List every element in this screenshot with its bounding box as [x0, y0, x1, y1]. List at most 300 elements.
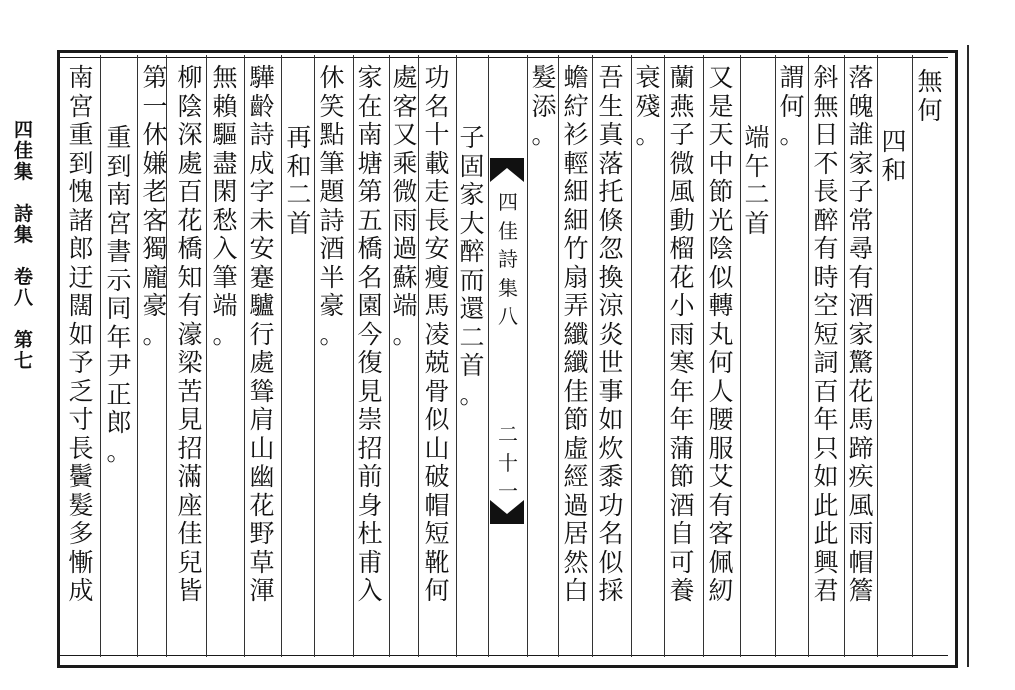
glyph: 安	[249, 234, 275, 263]
glyph: 花	[669, 262, 695, 292]
glyph: 予	[68, 348, 94, 377]
glyph: 鬢	[68, 462, 94, 491]
glyph: 前	[357, 462, 383, 491]
glyph: 集	[14, 161, 34, 183]
glyph: 首	[459, 351, 485, 380]
glyph: 虛	[563, 433, 589, 463]
glyph: 。	[142, 319, 168, 349]
glyph: 可	[669, 547, 695, 577]
glyph: 皆	[177, 576, 203, 605]
glyph: 陰	[708, 234, 734, 263]
glyph: 短	[424, 519, 450, 548]
glyph: 榴	[669, 234, 695, 263]
column-rule	[808, 55, 809, 657]
glyph: 濠	[177, 319, 203, 349]
glyph: 衫	[563, 120, 589, 149]
glyph: 處	[177, 148, 203, 178]
glyph: 醉	[459, 237, 485, 266]
glyph: 如	[813, 462, 839, 491]
glyph: 客	[708, 519, 734, 548]
glyph: 和	[286, 151, 312, 181]
glyph: 身	[357, 490, 383, 520]
glyph: 紵	[563, 91, 589, 121]
text-column	[668, 64, 696, 606]
glyph: 閑	[212, 177, 238, 206]
column-rule	[740, 55, 741, 657]
glyph: 炎	[598, 319, 624, 349]
glyph: 山	[424, 433, 450, 463]
glyph: 題	[319, 177, 345, 206]
glyph: 愁	[212, 205, 238, 235]
glyph: 功	[424, 63, 450, 92]
text-column	[211, 64, 239, 349]
poem-title	[743, 124, 771, 238]
glyph: 二	[744, 180, 770, 209]
glyph: 雨	[392, 205, 418, 235]
text-column	[812, 64, 840, 606]
glyph: 靴	[424, 547, 450, 577]
glyph: 風	[669, 177, 695, 206]
glyph: 小	[669, 291, 695, 320]
glyph: 真	[598, 120, 624, 149]
center-title	[494, 188, 522, 331]
glyph: 座	[177, 490, 203, 520]
glyph: 髮	[68, 490, 94, 520]
glyph	[20, 183, 27, 204]
glyph: 天	[708, 120, 734, 149]
glyph: 渾	[249, 576, 275, 605]
glyph: 燕	[669, 91, 695, 121]
glyph: 客	[392, 91, 418, 121]
glyph: 似	[598, 547, 624, 577]
glyph: 花	[848, 376, 874, 406]
glyph: 招	[357, 433, 383, 463]
glyph: 草	[249, 547, 275, 577]
glyph: 驢	[249, 291, 275, 320]
glyph: 帽	[848, 547, 874, 577]
column-rule	[631, 55, 632, 657]
glyph: 落	[848, 63, 874, 92]
glyph: 子	[669, 120, 695, 149]
page-edge	[949, 45, 969, 667]
glyph: 弄	[563, 291, 589, 320]
glyph: 雨	[669, 319, 695, 349]
glyph: 節	[669, 462, 695, 491]
glyph: 獨	[142, 234, 168, 263]
glyph: 安	[424, 234, 450, 263]
glyph: 到	[68, 148, 94, 178]
glyph: 豪	[142, 291, 168, 320]
glyph: 帽	[424, 490, 450, 520]
upper-fish-tail-icon	[490, 158, 524, 182]
column-rule	[100, 55, 101, 657]
column-rule	[703, 55, 704, 657]
glyph: 一	[498, 479, 518, 503]
glyph: 知	[177, 262, 203, 292]
glyph: 四	[14, 119, 34, 141]
glyph: 慚	[68, 547, 94, 577]
glyph: 字	[249, 177, 275, 206]
glyph: 端	[392, 291, 418, 320]
glyph: 同	[106, 294, 132, 323]
glyph: 炊	[598, 433, 624, 463]
glyph: 聳	[249, 376, 275, 406]
glyph: 如	[68, 319, 94, 349]
glyph: 闊	[68, 291, 94, 320]
text-column	[530, 64, 558, 150]
glyph: 疾	[848, 462, 874, 491]
glyph: 首	[744, 208, 770, 238]
glyph: 酒	[848, 291, 874, 320]
glyph: 佳	[498, 218, 518, 243]
glyph: 深	[177, 120, 203, 149]
glyph: 佳	[14, 140, 34, 162]
glyph: 長	[68, 433, 94, 463]
glyph: 自	[669, 519, 695, 548]
glyph: 杜	[357, 519, 383, 548]
glyph: 。	[531, 120, 557, 149]
glyph: 長	[424, 205, 450, 235]
text-column	[562, 64, 590, 606]
glyph: 蘇	[392, 262, 418, 292]
text-column	[847, 64, 875, 606]
glyph: 重	[106, 123, 132, 152]
glyph: 宮	[68, 91, 94, 121]
glyph: 行	[249, 319, 275, 349]
glyph: 詩	[319, 205, 345, 235]
glyph: 南	[357, 120, 383, 149]
text-column	[248, 64, 276, 606]
glyph: 詩	[249, 120, 275, 149]
glyph: 詞	[813, 348, 839, 377]
glyph: 百	[813, 376, 839, 406]
glyph: 白	[563, 576, 589, 605]
column-rule	[775, 55, 776, 657]
glyph: 。	[392, 319, 418, 349]
glyph: 魄	[848, 91, 874, 121]
glyph: 生	[598, 91, 624, 121]
glyph: 只	[813, 433, 839, 463]
glyph: 何	[424, 576, 450, 605]
glyph: 寒	[669, 348, 695, 377]
glyph: 斜	[813, 63, 839, 92]
glyph: 肩	[249, 405, 275, 434]
glyph: 第	[142, 63, 168, 92]
glyph: 酒	[669, 490, 695, 520]
glyph: 扇	[563, 262, 589, 292]
glyph: 換	[598, 262, 624, 292]
glyph: 人	[708, 376, 734, 406]
glyph: 長	[813, 177, 839, 206]
glyph: 午	[744, 151, 770, 181]
text-column	[634, 64, 662, 150]
glyph: 見	[177, 405, 203, 434]
top-rule	[60, 57, 948, 58]
glyph: 四	[881, 127, 907, 156]
column-rule	[592, 55, 593, 657]
glyph: 有	[708, 490, 734, 520]
glyph: 重	[68, 120, 94, 149]
glyph: 動	[669, 205, 695, 235]
glyph: 名	[424, 91, 450, 121]
glyph: 年	[669, 376, 695, 406]
glyph: 十	[424, 120, 450, 149]
glyph: 龐	[142, 262, 168, 292]
glyph: 成	[249, 148, 275, 178]
glyph: 端	[212, 291, 238, 320]
glyph: 。	[779, 120, 805, 149]
glyph: 中	[708, 148, 734, 178]
glyph: 何	[917, 95, 943, 125]
glyph: 興	[813, 547, 839, 577]
glyph: 不	[813, 148, 839, 178]
glyph: 竹	[563, 234, 589, 263]
column-rule	[206, 55, 207, 657]
glyph: 又	[708, 63, 734, 92]
glyph: 蹇	[249, 262, 275, 292]
glyph: 家	[848, 319, 874, 349]
glyph: 纖	[563, 348, 589, 377]
glyph: 招	[177, 433, 203, 463]
glyph: 日	[813, 120, 839, 149]
column-rule	[353, 55, 354, 657]
glyph: 賴	[212, 91, 238, 121]
glyph: 家	[459, 180, 485, 209]
glyph: 和	[881, 155, 907, 185]
glyph: 艾	[708, 462, 734, 491]
column-rule	[912, 55, 913, 657]
glyph: 何	[708, 348, 734, 377]
glyph: 書	[106, 237, 132, 266]
glyph: 復	[357, 348, 383, 377]
glyph: 處	[392, 63, 418, 92]
glyph: 豪	[319, 291, 345, 320]
poem-title	[105, 124, 133, 466]
bottom-rule	[60, 655, 948, 656]
glyph: 百	[177, 177, 203, 206]
glyph: 休	[319, 63, 345, 92]
glyph: 幽	[249, 462, 275, 491]
page-number	[494, 420, 522, 506]
glyph: 今	[357, 319, 383, 349]
glyph: 尹	[106, 351, 132, 380]
glyph: 世	[598, 348, 624, 377]
text-column	[707, 64, 735, 606]
glyph: 涼	[598, 291, 624, 320]
glyph: 採	[598, 576, 624, 605]
glyph: 簷	[848, 576, 874, 605]
glyph: 滿	[177, 462, 203, 491]
glyph: 四	[498, 190, 518, 214]
glyph: 忽	[598, 234, 624, 263]
glyph: 集	[498, 275, 518, 300]
glyph: 節	[563, 405, 589, 434]
glyph: 破	[424, 462, 450, 491]
text-column	[318, 64, 346, 349]
glyph: 筆	[212, 262, 238, 292]
poem-title	[285, 124, 313, 238]
glyph: 尋	[848, 234, 874, 263]
glyph: 驊	[249, 63, 275, 92]
text-column	[176, 64, 204, 606]
glyph: 驅	[212, 120, 238, 149]
text-column	[597, 64, 625, 606]
glyph: 馬	[424, 291, 450, 320]
glyph: 詩	[14, 203, 34, 225]
glyph: 短	[813, 319, 839, 349]
glyph: 空	[813, 291, 839, 320]
column-rule	[877, 55, 878, 657]
glyph: 諸	[68, 205, 94, 235]
glyph: 。	[635, 120, 661, 149]
glyph: 髮	[531, 63, 557, 92]
glyph: 郎	[106, 408, 132, 437]
glyph: 事	[598, 376, 624, 406]
glyph: 雨	[848, 519, 874, 548]
glyph: 多	[68, 519, 94, 548]
glyph: 集	[14, 224, 34, 246]
glyph: 迂	[68, 262, 94, 292]
poem-title	[458, 124, 486, 409]
glyph: 半	[319, 262, 345, 292]
glyph: 兢	[424, 348, 450, 377]
glyph: 橋	[357, 234, 383, 263]
poem-title	[916, 68, 944, 125]
glyph: 示	[106, 265, 132, 295]
glyph: 家	[848, 148, 874, 178]
glyph: 筆	[319, 148, 345, 178]
glyph: 何	[779, 91, 805, 121]
glyph: 輕	[563, 148, 589, 178]
glyph: 入	[357, 576, 383, 605]
glyph: 在	[357, 91, 383, 121]
sidebar-label	[14, 120, 33, 372]
glyph: 再	[286, 123, 312, 152]
glyph: 纖	[563, 319, 589, 349]
glyph: 過	[392, 234, 418, 263]
glyph: 處	[249, 348, 275, 377]
glyph: 細	[563, 205, 589, 235]
glyph: 入	[212, 234, 238, 263]
glyph: 野	[249, 519, 275, 548]
glyph: 添	[531, 91, 557, 121]
glyph: 五	[357, 205, 383, 235]
glyph: 養	[669, 576, 695, 605]
glyph: 郎	[68, 234, 94, 263]
glyph: 有	[813, 234, 839, 263]
glyph: 佳	[563, 376, 589, 406]
glyph: 謂	[779, 63, 805, 92]
column-rule	[281, 55, 282, 657]
glyph: 過	[563, 490, 589, 520]
glyph: 乏	[68, 376, 94, 406]
glyph: 宮	[106, 208, 132, 238]
glyph: 還	[459, 294, 485, 323]
column-rule	[137, 55, 138, 657]
glyph: 紉	[708, 576, 734, 605]
glyph: 骨	[424, 376, 450, 406]
glyph: 七	[14, 350, 34, 372]
column-rule	[558, 55, 559, 657]
glyph: 有	[848, 262, 874, 292]
glyph: 見	[357, 376, 383, 406]
glyph: 兒	[177, 547, 203, 577]
column-rule	[314, 55, 315, 657]
glyph: 醉	[813, 205, 839, 235]
glyph: 瘦	[424, 262, 450, 292]
glyph: 家	[357, 63, 383, 92]
text-column	[67, 64, 95, 606]
glyph: 年	[669, 405, 695, 434]
glyph: 佩	[708, 547, 734, 577]
glyph: 蒲	[669, 433, 695, 463]
glyph: 黍	[598, 462, 624, 491]
glyph: 塘	[357, 148, 383, 178]
glyph: 。	[319, 319, 345, 349]
glyph: 苦	[177, 376, 203, 406]
glyph: 盡	[212, 148, 238, 178]
glyph: 成	[68, 576, 94, 605]
glyph	[20, 246, 27, 267]
glyph: 而	[459, 265, 485, 295]
glyph: 無	[813, 91, 839, 121]
glyph: 如	[598, 405, 624, 434]
glyph: 橋	[177, 234, 203, 263]
glyph: 。	[212, 319, 238, 349]
glyph: 誰	[848, 120, 874, 149]
glyph: 年	[106, 322, 132, 352]
glyph: 倏	[598, 205, 624, 235]
column-rule	[389, 55, 390, 657]
glyph: 詩	[498, 247, 518, 271]
column-rule	[844, 55, 845, 657]
glyph: 一	[142, 91, 168, 121]
glyph: 居	[563, 519, 589, 548]
glyph: 南	[68, 63, 94, 92]
column-rule	[664, 55, 665, 657]
glyph: 園	[357, 291, 383, 320]
glyph: 花	[249, 490, 275, 520]
glyph: 似	[708, 262, 734, 292]
glyph: 名	[357, 262, 383, 292]
glyph: 微	[669, 148, 695, 178]
glyph: 丸	[708, 319, 734, 349]
glyph: 第	[357, 177, 383, 206]
text-column	[391, 64, 419, 349]
glyph: 甫	[357, 547, 383, 577]
glyph: 十	[498, 450, 518, 475]
glyph: 托	[598, 177, 624, 206]
glyph: 點	[319, 120, 345, 149]
glyph: 年	[813, 405, 839, 434]
text-column	[141, 64, 169, 349]
glyph: 柳	[177, 63, 203, 92]
glyph: 南	[106, 180, 132, 209]
column-rule	[456, 55, 457, 657]
glyph: 載	[424, 148, 450, 178]
glyph: 乘	[392, 148, 418, 178]
glyph: 子	[848, 177, 874, 206]
glyph: 固	[459, 151, 485, 181]
glyph: 二	[498, 422, 518, 446]
column-rule	[488, 55, 489, 657]
glyph: 無	[212, 63, 238, 92]
glyph: 光	[708, 205, 734, 235]
glyph: 似	[424, 405, 450, 434]
text-column	[423, 64, 451, 606]
glyph: 驚	[848, 348, 874, 377]
glyph: 第	[14, 329, 34, 351]
